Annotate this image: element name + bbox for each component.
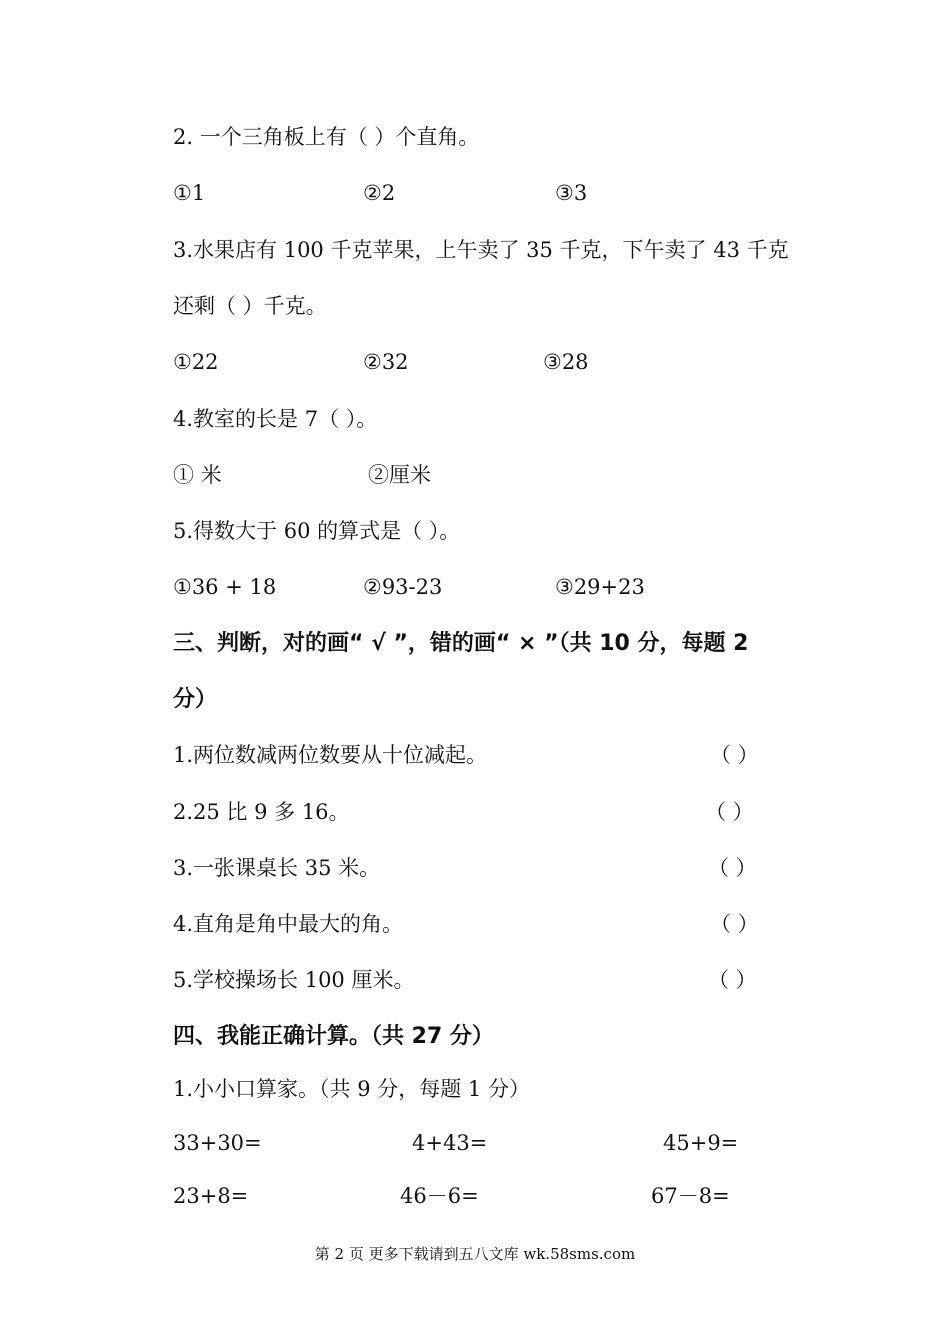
judgement-item-1: 1.两位数减两位数要从十位减起。 (173, 743, 488, 767)
page-footer: 第 2 页 更多下载请到五八文库 wk.58sms.com (314, 1245, 636, 1263)
calc-item: 67－8= (651, 1184, 730, 1208)
calc-item: 23+8= (173, 1184, 249, 1208)
judgement-item-5: 5.学校操场长 100 厘米。 (173, 968, 415, 992)
q5-text: 5.得数大于 60 的算式是（ ）。 (173, 519, 461, 543)
q5-option-1: ①36 + 18 (173, 575, 277, 599)
answer-parentheses: （ ） (710, 912, 759, 936)
section-3-title-line2: 分） (173, 687, 218, 712)
q3-option-3: ③28 (543, 350, 589, 374)
section-3-title-line1: 三、判断，对的画“ √ ”，错的画“ × ”（共 10 分，每题 2 (173, 631, 749, 656)
answer-parentheses: （ ） (708, 968, 757, 992)
calc-item: 45+9= (663, 1131, 739, 1155)
q2-text: 2. 一个三角板上有（ ）个直角。 (173, 125, 480, 149)
q2-option-1: ①1 (173, 181, 206, 205)
calc-item: 33+30= (173, 1131, 262, 1155)
section-4-title: 四、我能正确计算。（共 27 分） (173, 1024, 494, 1049)
judgement-item-2: 2.25 比 9 多 16。 (173, 800, 350, 824)
q4-text: 4.教室的长是 7（ ）。 (173, 407, 378, 431)
calc-item: 46－6= (400, 1184, 479, 1208)
q2-option-2: ②2 (363, 181, 396, 205)
q5-option-3: ③29+23 (555, 575, 645, 599)
judgement-item-4: 4.直角是角中最大的角。 (173, 912, 404, 936)
q3-line1: 3.水果店有 100 千克苹果，上午卖了 35 千克，下午卖了 43 千克 (173, 238, 789, 262)
calc-item: 4+43= (412, 1131, 488, 1155)
q4-option-1: ① 米 (173, 463, 222, 487)
judgement-item-3: 3.一张课桌长 35 米。 (173, 856, 381, 880)
q5-option-2: ②93-23 (363, 575, 443, 599)
q3-line2: 还剩（ ）千克。 (173, 294, 327, 318)
answer-parentheses: （ ） (708, 856, 757, 880)
q2-option-3: ③3 (555, 181, 588, 205)
q3-option-1: ①22 (173, 350, 219, 374)
answer-parentheses: （ ） (705, 800, 754, 824)
answer-parentheses: （ ） (710, 743, 759, 767)
section-4-subtitle: 1.小小口算家。（共 9 分，每题 1 分） (173, 1077, 530, 1101)
q3-option-2: ②32 (363, 350, 409, 374)
q4-option-2: ②厘米 (368, 463, 431, 487)
